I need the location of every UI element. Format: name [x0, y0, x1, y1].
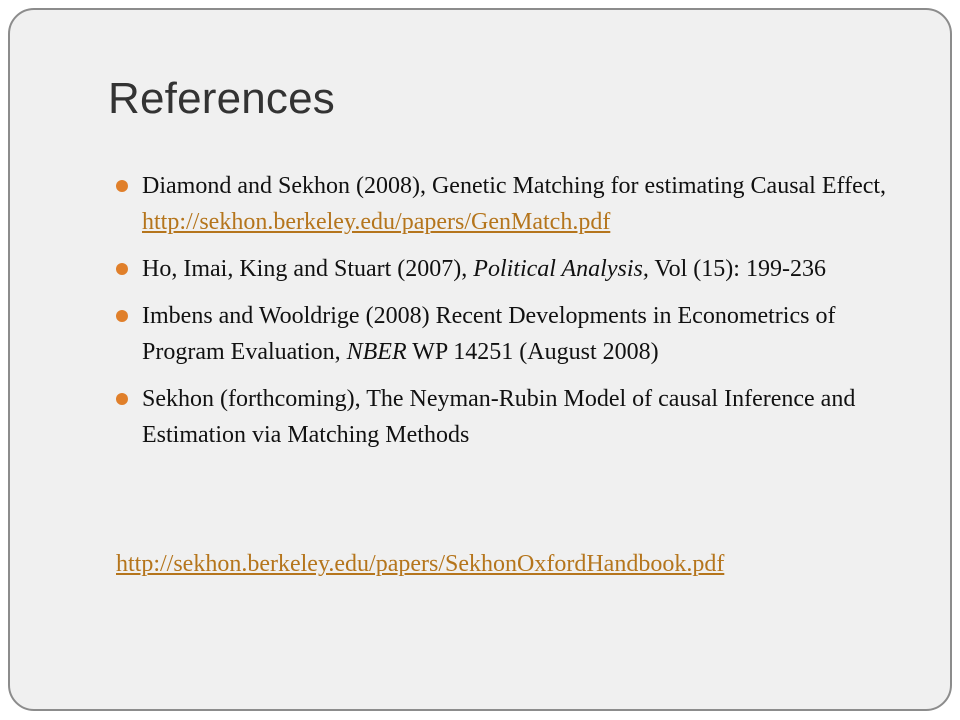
references-list [116, 168, 916, 464]
reference-text-tail: Vol (15): 199-236 [648, 256, 826, 282]
reference-text: Imbens and Wooldrige (2008) Recent Developments in Econometrics of Program Evaluation, [142, 303, 836, 365]
oxford-handbook-link[interactable]: http://sekhon.berkeley.edu/papers/SekhonOxfordHandbook.pdf [116, 551, 725, 577]
genmatch-link[interactable]: http://sekhon.berkeley.edu/papers/GenMatch.pdf [142, 209, 611, 235]
reference-item-ho-imai [116, 251, 916, 287]
bullet-icon [116, 393, 128, 405]
bullet-icon [116, 263, 128, 275]
reference-text-tail: WP 14251 (August 2008) [406, 339, 659, 365]
reference-item-sekhon [116, 381, 916, 453]
reference-text: Sekhon (forthcoming), The Neyman-Rubin Model of causal Inference and Estimation via Matching Methods [142, 386, 856, 448]
reference-text: Ho, Imai, King and Stuart (2007), [142, 256, 474, 282]
bullet-icon [116, 180, 128, 192]
reference-text: Diamond and Sekhon (2008), Genetic Matching for estimating Causal Effect, [142, 173, 887, 199]
series-name: NBER [346, 339, 407, 365]
reference-item-imbens-wooldrige [116, 298, 916, 370]
slide-title: References [108, 74, 336, 123]
slide-frame [8, 8, 952, 711]
journal-name: Political Analysis, [473, 256, 649, 282]
reference-item-diamond-sekhon [116, 168, 916, 240]
bullet-icon [116, 310, 128, 322]
